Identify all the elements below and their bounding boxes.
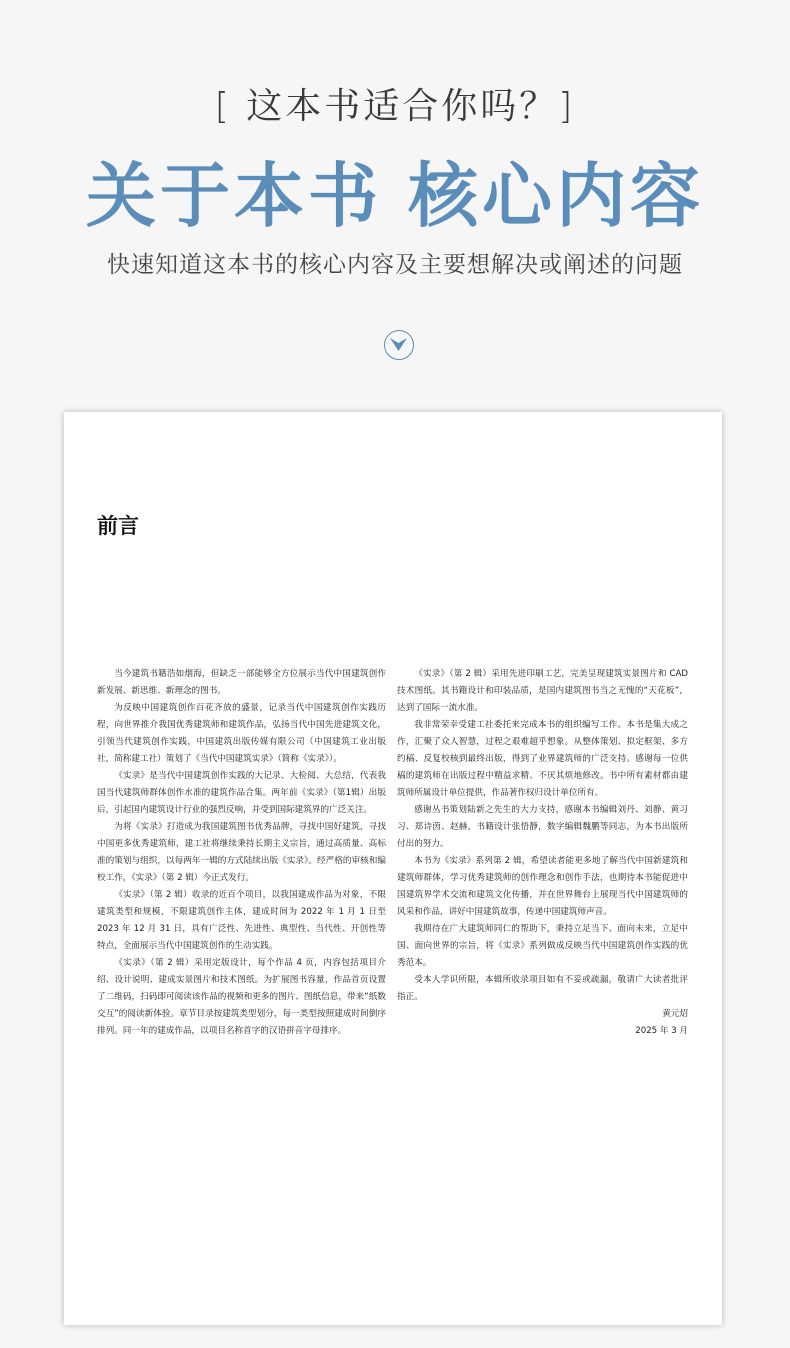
section-subtitle: 快速知道这本书的核心内容及主要想解决或阐述的问题 <box>107 252 683 278</box>
chevron-down-icon <box>390 337 407 352</box>
paragraph: 《实录》（第 2 辑）收录的近百个项目，以我国建成作品为对象，不限建筑类型和规模，不限建筑创作主体，建成时间为 2022 年 1 月 1 日至 2023 年 12 月 31 日，具有广泛性、先进性、典型性、当代性、开创性等特点，全面展示当代中国建筑创作的生动实践。 <box>97 890 386 951</box>
paragraph: 受本人学识所限，本辑所收录项目如有不妥或疏漏，敬请广大读者批评指正。 <box>397 975 688 1002</box>
paragraph: 我期待在广大建筑师同仁的帮助下，秉持立足当下、面向未来，立足中国、面向世界的宗旨，将《实录》系列做成反映当代中国建筑创作实践的优秀范本。 <box>397 924 688 968</box>
book-page-preview <box>64 412 722 1325</box>
page-heading: 前言 <box>97 513 139 538</box>
paragraph: 为反映中国建筑创作百花齐放的盛景，记录当代中国建筑创作实践历程，向世界推介我国优秀建筑师和建筑作品，弘扬当代中国先进建筑文化，引领当代建筑创作实践，中国建筑出版传媒有限公司（中国建筑工业出版社，简称建工社）策划了《当代中国建筑实录》（简称《实录》）。 <box>97 703 386 764</box>
title-part-2: 核心内容 <box>408 154 704 237</box>
paragraph: 《实录》（第 2 辑）采用先进印刷工艺，完美呈现建筑实景图片和 CAD 技术图纸。其书籍设计和印装品质，是国内建筑图书当之无愧的“天花板”，达到了国际一流水准。 <box>397 669 688 713</box>
paragraph: 当今建筑书籍浩如烟海，但缺乏一部能够全方位展示当代中国建筑创作新发展、新思维、新理念的图书。 <box>97 669 386 696</box>
paragraph: 我非常荣幸受建工社委托来完成本书的组织编写工作。本书是集大成之作，汇聚了众人智慧，过程之艰难超乎想象。从整体策划、拟定框架、多方约稿、反复校核到最终出版，得到了业界建筑师的广泛支持。感谢每一位供稿的建筑师在出版过程中精益求精、不厌其烦地修改。书中所有素材都由建筑师所属设计单位提供，作品著作权归设计单位所有。 <box>397 720 688 798</box>
section-tag: [ 这本书适合你吗？] <box>214 86 576 127</box>
scroll-down-button[interactable] <box>384 330 414 360</box>
paragraph: 本书为《实录》系列第 2 辑，希望读者能更多地了解当代中国新建筑和建筑师群体，学习优秀建筑师的创作理念和创作手法，也期待本书能促进中国建筑界学术交流和建筑文化传播，并在世界舞台上展现当代中国建筑师的风采和作品，讲好中国建筑故事，传递中国建筑师声音。 <box>397 856 688 917</box>
paragraph: 感谢丛书策划陆新之先生的大力支持，感谢本书编辑刘丹、刘静、黄习习、郑诗茵、赵赫，书籍设计张悟静，数字编辑魏鹏等同志，为本书出版所付出的努力。 <box>397 805 688 849</box>
section-title <box>0 140 790 241</box>
signature-name: 黄元炤 <box>662 1009 688 1019</box>
paragraph: 为将《实录》打造成为我国建筑图书优秀品牌，寻找中国好建筑，寻找中国更多优秀建筑师，建工社将继续秉持长期主义宗旨，通过高质量、高标准的策划与组织，以每两年一辑的方式陆续出版《实录》。经严格的审核和编校工作，《实录》（第 2 辑）今正式发行。 <box>97 822 386 883</box>
title-part-1: 关于本书 <box>86 154 382 237</box>
left-column <box>97 666 386 1040</box>
paragraph: 《实录》是当代中国建筑创作实践的大记录、大检阅、大总结，代表我国当代建筑师群体创作水准的建筑作品合集。两年前《实录》（第1辑）出版后，引起国内建筑设计行业的强烈反响，并受到国际建筑界的广泛关注。 <box>97 771 386 815</box>
paragraph: 《实录》（第 2 辑）采用定版设计，每个作品 4 页，内容包括项目介绍、设计说明、建成实景图片和技术图纸。为扩展图书容量，作品首页设置了二维码，扫码即可阅读该作品的视频和更多的图片、图纸信息，带来“纸数交互”的阅读新体验。章节目录按建筑类型划分，每一类型按照建成时间倒序排列。同一年的建成作品，以项目名称首字的汉语拼音字母排序。 <box>97 958 386 1036</box>
signature-date: 2025 年 3 月 <box>635 1026 688 1036</box>
right-column <box>397 666 688 1040</box>
